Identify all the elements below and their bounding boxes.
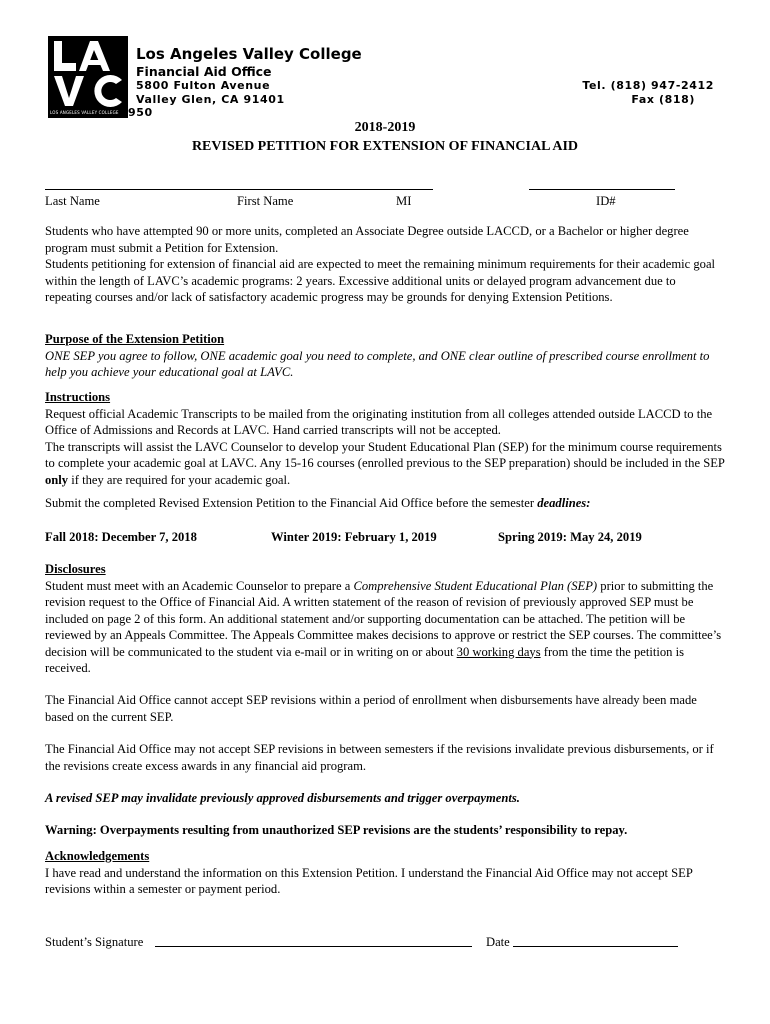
- deadline-spring: Spring 2019: May 24, 2019: [498, 530, 642, 544]
- intro-section: [45, 223, 725, 306]
- address-line-1: 5800 Fulton Avenue: [136, 79, 271, 92]
- college-name: Los Angeles Valley College: [136, 45, 362, 63]
- telephone: Tel. (818) 947-2412: [582, 79, 714, 92]
- acknowledgements-section: [45, 848, 725, 898]
- fax: Fax (818): [631, 93, 695, 106]
- intro-paragraph-2: Students petitioning for extension of financial aid are expected to meet the remaining minimum requirements for their academic goal within the length of LAVC’s academic programs: 2 years. Excessive additional units or delayed program advancement due to repeating courses and/or lack of satisfactory academic progress may be grounds for denying Extension Petitions.: [45, 257, 716, 304]
- submit-instruction: [45, 495, 745, 512]
- first-name-label: First Name: [237, 194, 294, 208]
- lavc-logo: [48, 36, 128, 118]
- address-line-3: 950: [128, 106, 153, 119]
- id-field-line[interactable]: [529, 189, 675, 190]
- name-field-line[interactable]: [45, 189, 433, 190]
- date-line[interactable]: [513, 946, 678, 947]
- address-line-2: Valley Glen, CA 91401: [136, 93, 285, 106]
- disclosures-p1-start: Student must meet with an Academic Counselor to prepare a: [45, 578, 354, 593]
- disclosures-section: [45, 561, 725, 677]
- form-title: REVISED PETITION FOR EXTENSION OF FINANCIAL AID: [191, 139, 579, 154]
- disclosures-heading: Disclosures: [45, 562, 106, 576]
- working-days: 30 working days: [456, 644, 541, 659]
- only-emphasis: only: [45, 472, 69, 487]
- overpayment-warning: Warning: Overpayments resulting from unauthorized SEP revisions are the students’ responsibility to repay.: [45, 823, 628, 837]
- deadlines-emphasis: deadlines:: [537, 496, 591, 510]
- purpose-heading: Purpose of the Extension Petition: [45, 332, 225, 346]
- student-signature-label: Student’s Signature: [45, 935, 144, 949]
- id-label: ID#: [596, 194, 616, 208]
- acknowledgements-heading: Acknowledgements: [45, 849, 150, 863]
- disclosures-p1-end: from the time the petition is received.: [45, 644, 685, 675]
- purpose-section: [45, 331, 725, 381]
- instructions-p2-end: if they are required for your academic goal.: [68, 472, 291, 487]
- logo-tagline: LOS ANGELES VALLEY COLLEGE: [50, 110, 119, 115]
- instructions-section: [45, 389, 725, 488]
- instructions-heading: Instructions: [45, 390, 111, 404]
- student-signature-line[interactable]: [155, 946, 472, 947]
- instructions-p2-text: The transcripts will assist the LAVC Counselor to develop your Student Educational Plan (SEP) for the minimum course requirements to complete your academic goal at LAVC. Any 15-16 courses (enrolled previous to the SEP preparation) should be included in the SEP: [45, 439, 725, 470]
- disclosures-p1-middle: prior to submitting the revision request to the Office of Financial Aid. A written statement of the reason of revision of previously approved SEP must be included on page 2 of this form. An additional statement and/or supporting documentation can be attached. The petition will be reviewed by an Appeals Committee. The Appeals Committee makes decisions to approve or restrict the SEP courses. The committee’s decision will be communicated to the student via e-mail or in writing on or about: [45, 578, 722, 659]
- acknowledgements-text: I have read and understand the information on this Extension Petition. I understand the Financial Aid Office may not accept SEP revisions within a semester or payment period.: [45, 865, 693, 896]
- deadline-winter: Winter 2019: February 1, 2019: [271, 530, 437, 544]
- submit-text: Submit the completed Revised Extension Petition to the Financial Aid Office before the semester: [45, 496, 538, 510]
- instructions-paragraph-1: Request official Academic Transcripts to be mailed from the originating institution from all colleges attended outside LACCD to the Office of Admissions and Records at LAVC. Hand carried transcripts will not be accepted.: [45, 406, 713, 437]
- form-year: 2018-2019: [354, 120, 416, 135]
- disclosures-paragraph-2: The Financial Aid Office cannot accept SEP revisions within a period of enrollment when disbursements have already been made based on the current SEP.: [45, 693, 697, 724]
- overpayment-notice: A revised SEP may invalidate previously approved disbursements and trigger overpayments.: [45, 791, 520, 805]
- date-label: Date: [486, 935, 510, 949]
- office-name: Financial Aid Office: [136, 64, 272, 79]
- deadline-fall: Fall 2018: December 7, 2018: [45, 530, 197, 544]
- mi-label: MI: [396, 194, 412, 208]
- instructions-paragraph-2: [45, 439, 725, 489]
- lavc-logo-graphic: [48, 36, 128, 118]
- disclosures-paragraph-3: The Financial Aid Office may not accept SEP revisions in between semesters if the revisions invalidate previous disbursements, or if the revisions create excess awards in any financial aid program.: [45, 742, 714, 773]
- purpose-text: ONE SEP you agree to follow, ONE academic goal you need to complete, and ONE clear outline of prescribed course enrollment to help you achieve your educational goal at LAVC.: [45, 348, 710, 379]
- sep-term: Comprehensive Student Educational Plan (SEP): [353, 578, 598, 593]
- disclosures-paragraph-1: [45, 578, 725, 677]
- intro-paragraph-1: Students who have attempted 90 or more units, completed an Associate Degree outside LACCD, or a Bachelor or higher degree program must submit a Petition for Extension.: [45, 224, 689, 255]
- last-name-label: Last Name: [45, 194, 100, 208]
